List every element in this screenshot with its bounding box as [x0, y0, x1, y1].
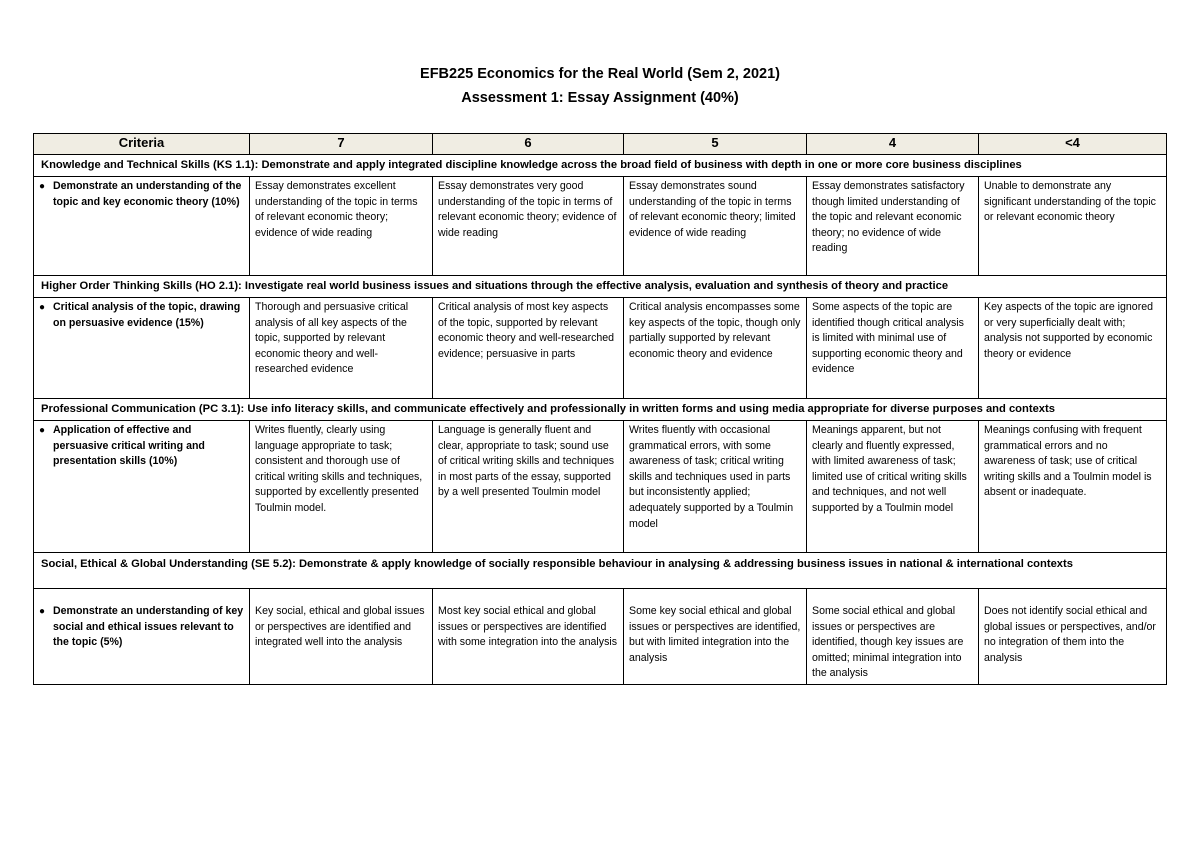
section-heading-pc: Professional Communication (PC 3.1): Use info literacy skills, and communicate effectively and professionally in written forms and using media appropriate for diverse purposes and contexts [34, 399, 1167, 421]
grade-below-4-descriptor: Unable to demonstrate any significant understanding of the topic or relevant economic theory [979, 177, 1167, 276]
criterion-row [34, 177, 1167, 276]
grade-4-descriptor: Essay demonstrates satisfactory though limited understanding of the topic and relevant economic theory; no evidence of wide reading [807, 177, 979, 276]
bullet-icon: ● [39, 425, 46, 436]
section-heading-row [34, 276, 1167, 298]
grade-4-descriptor: Meanings apparent, but not clearly and fluently expressed, with limited awareness of task; limited use of critical writing skills and techniques, and not well supported by a Toulmin model [807, 421, 979, 553]
grade-6-descriptor: Critical analysis of most key aspects of the topic, supported by relevant economic theory and well-researched evidence; persuasive in parts [433, 298, 624, 399]
section-heading-se: Social, Ethical & Global Understanding (SE 5.2): Demonstrate & apply knowledge of socially responsible behaviour in analysing & addressing business issues in national & international contexts [34, 553, 1167, 589]
header-grade-5: 5 [624, 134, 807, 155]
grade-7-descriptor: Essay demonstrates excellent understanding of the topic in terms of relevant economic theory; evidence of wide reading [250, 177, 433, 276]
header-grade-7: 7 [250, 134, 433, 155]
section-heading-row [34, 553, 1167, 589]
section-heading-row [34, 155, 1167, 177]
criterion-text: Demonstrate an understanding of key social and ethical issues relevant to the topic (5%) [53, 605, 244, 649]
criterion-row [34, 298, 1167, 399]
grade-below-4-descriptor: Does not identify social ethical and global issues or perspectives, and/or no integration of them into the analysis [979, 589, 1167, 685]
grade-5-descriptor: Critical analysis encompasses some key aspects of the topic, though only partially supported by relevant economic theory and evidence [624, 298, 807, 399]
grade-6-descriptor: Language is generally fluent and clear, appropriate to task; sound use of critical writing skills and techniques in most parts of the essay, supported by a well presented Toulmin model [433, 421, 624, 553]
criterion-cell [34, 177, 250, 276]
criterion-row [34, 421, 1167, 553]
grade-5-descriptor: Essay demonstrates sound understanding of the topic in terms of relevant economic theory; limited evidence of wide reading [624, 177, 807, 276]
document-subtitle: Assessment 1: Essay Assignment (40%) [461, 90, 739, 106]
grade-4-descriptor: Some aspects of the topic are identified though critical analysis is limited with minimal use of supporting economic theory and evidence [807, 298, 979, 399]
grade-5-descriptor: Some key social ethical and global issues or perspectives are identified, but with limited integration into the analysis [624, 589, 807, 685]
criterion-text: Demonstrate an understanding of the topic and key economic theory (10%) [53, 180, 242, 208]
grade-5-descriptor: Writes fluently with occasional grammatical errors, with some awareness of task; critical writing skills and techniques used in parts but inconsistently applied; adequately supported by a Toulmin model [624, 421, 807, 553]
grade-below-4-descriptor: Meanings confusing with frequent grammatical errors and no awareness of task; use of critical writing skills and a Toulmin model is absent or inadequate. [979, 421, 1167, 553]
header-criteria: Criteria [34, 134, 250, 155]
bullet-icon: ● [39, 606, 46, 617]
criterion-cell [34, 589, 250, 685]
header-row [34, 134, 1167, 155]
criterion-row [34, 589, 1167, 685]
bullet-icon: ● [39, 302, 46, 313]
criterion-cell [34, 298, 250, 399]
header-grade-below-4: <4 [979, 134, 1167, 155]
section-heading-ks: Knowledge and Technical Skills (KS 1.1): Demonstrate and apply integrated discipline knowledge across the broad field of business with depth in one or more core business disciplines [34, 155, 1167, 177]
grade-4-descriptor: Some social ethical and global issues or perspectives are identified, though key issues are omitted; minimal integration into the analysis [807, 589, 979, 685]
grade-7-descriptor: Writes fluently, clearly using language appropriate to task; consistent and thorough use of critical writing skills and techniques, supported by excellently presented Toulmin model. [250, 421, 433, 553]
document-title: EFB225 Economics for the Real World (Sem 2, 2021) [420, 66, 780, 82]
header-grade-4: 4 [807, 134, 979, 155]
grade-7-descriptor: Thorough and persuasive critical analysis of all key aspects of the topic, supported by relevant economic theory and well-researched evidence [250, 298, 433, 399]
rubric-table [33, 133, 1167, 685]
grade-below-4-descriptor: Key aspects of the topic are ignored or very superficially dealt with; analysis not supported by economic theory or evidence [979, 298, 1167, 399]
grade-6-descriptor: Most key social ethical and global issues or perspectives are identified with some integration into the analysis [433, 589, 624, 685]
criterion-cell [34, 421, 250, 553]
grade-6-descriptor: Essay demonstrates very good understanding of the topic in terms of relevant economic theory; evidence of wide reading [433, 177, 624, 276]
section-heading-row [34, 399, 1167, 421]
bullet-icon: ● [39, 181, 46, 192]
grade-7-descriptor: Key social, ethical and global issues or perspectives are identified and integrated well into the analysis [250, 589, 433, 685]
criterion-text: Application of effective and persuasive critical writing and presentation skills (10%) [53, 424, 205, 468]
title-block [0, 62, 1200, 110]
section-heading-ho: Higher Order Thinking Skills (HO 2.1): Investigate real world business issues and situations through the effective analysis, evaluation and synthesis of theory and practice [34, 276, 1167, 298]
header-grade-6: 6 [433, 134, 624, 155]
criterion-text: Critical analysis of the topic, drawing on persuasive evidence (15%) [53, 301, 241, 329]
